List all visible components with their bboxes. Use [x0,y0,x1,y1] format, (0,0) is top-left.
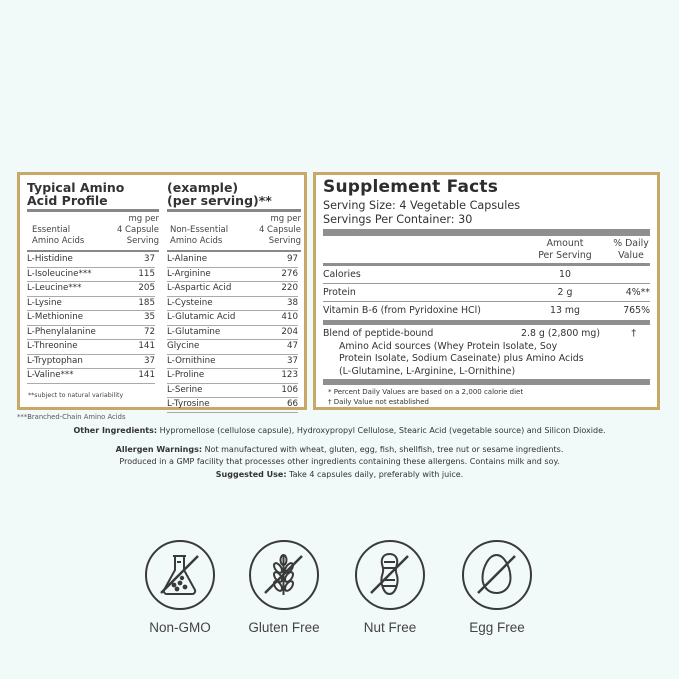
nonessential-amino-list [167,253,298,413]
amino-acid-mg: 38 [286,297,298,308]
blend-detail-line: (L-Glutamine, L-Arginine, L-Ornithine) [339,365,516,377]
header-text: Non-Essential [170,225,229,235]
amino-acid-row [167,253,298,268]
amino-acid-name: L-Phenylalanine [27,326,96,337]
amino-acid-row [27,297,155,312]
blend-detail-line: Amino Acid sources (Whey Protein Isolate, Soy [339,340,558,352]
essential-amino-list [27,253,155,384]
amino-acid-mg: 410 [281,312,298,322]
badge-egg-free [457,540,537,635]
other-ingredients [0,425,679,437]
amino-title-line2: Acid Profile [27,193,108,208]
divider [323,379,650,385]
amino-acid-row [167,282,298,297]
essential-column-header [27,214,159,250]
amino-acid-mg: 106 [281,384,298,395]
amino-acid-row [167,340,298,355]
amino-acid-mg: 97 [286,254,298,264]
amino-acid-row [167,398,298,413]
egg-icon [462,540,532,610]
amino-acid-name: L-Glutamine [167,326,221,337]
bcaa-footnote: ***Branched-Chain Amino Acids [17,413,126,421]
header-text: % Daily [613,238,649,249]
amino-acid-row [167,297,298,312]
other-ingredients-label: Other Ingredients: [73,426,158,435]
divider [323,320,650,325]
amino-acid-mg: 37 [143,254,155,264]
daily-value-header [606,238,656,262]
amino-acid-name: L-Isoleucine*** [27,268,92,279]
amino-acid-mg: 115 [138,268,155,279]
amino-acid-row [167,326,298,341]
amino-acid-name: L-Tyrosine [167,399,210,409]
amino-acid-mg: 123 [281,370,298,380]
divider [323,229,650,236]
serving-size: Serving Size: 4 Vegetable Capsules [323,199,521,212]
amino-acid-row [167,268,298,283]
flask-icon [145,540,215,610]
not-established-footnote: † Daily Value not established [328,398,429,406]
blend-amount: 2.8 g (2,800 mg) [521,328,601,339]
supplement-facts-panel [313,172,660,410]
daily-value-footnote: * Percent Daily Values are based on a 2,000 calorie diet [328,388,524,396]
other-ingredients-text: Hypromellose (cellulose capsule), Hydroxypropyl Cellulose, Stearic Acid (vegetable source) and Silicon Dioxide. [157,426,606,435]
header-text: Serving [268,236,301,246]
amino-subtitle-line1: (example) [167,180,239,195]
suggested-use-text: Take 4 capsules daily, preferably with juice. [286,470,464,479]
badge-label: Non-GMO [149,620,211,635]
header-text: Serving [126,236,159,246]
header-text: Amino Acids [170,236,223,246]
blend-detail-line: Protein Isolate, Sodium Caseinate) plus Amino Acids [339,353,584,364]
header-text: 4 Capsule [258,225,301,235]
amino-title-line1: Typical Amino [27,180,125,195]
nonessential-column-header [167,214,301,250]
amino-subtitle-line2: (per serving)** [167,193,272,208]
amino-acid-name: L-Proline [167,370,205,380]
nutrient-amount: 10 [559,269,571,280]
nutrient-amount: 13 mg [550,305,580,316]
allergen-facility-text: Produced in a GMP facility that processes other ingredients containing these allergens. Contains milk and soy. [119,457,560,466]
amino-acid-mg: 205 [138,283,155,293]
amino-acid-row [167,369,298,384]
nutrient-name: Calories [323,269,361,280]
nutrient-row [323,266,650,283]
header-text: Value [618,250,644,261]
amino-acid-row [27,268,155,283]
proprietary-blend [323,328,650,378]
amino-acid-row [27,326,155,341]
amino-acid-mg: 72 [143,326,155,337]
amino-acid-row [167,355,298,370]
amino-acid-mg: 141 [138,370,155,380]
amino-acid-row [27,311,155,326]
amino-acid-name: L-Cysteine [167,297,213,308]
amino-acid-row [27,369,155,384]
amount-header [530,238,600,262]
amino-acid-mg: 37 [143,355,155,366]
suggested-use [0,469,679,481]
nutrient-name: Vitamin B-6 (from Pyridoxine HCl) [323,305,481,316]
nutrient-row [323,284,650,301]
amino-acid-name: L-Ornithine [167,355,216,366]
amino-acid-mg: 185 [138,297,155,308]
variability-footnote: **subject to natural variability [28,392,124,399]
header-text: mg per [270,214,301,224]
amino-acid-name: L-Aspartic Acid [167,283,232,293]
amino-acid-name: L-Leucine*** [27,283,82,293]
badge-nut-free [350,540,430,635]
nonessential-header-label [170,225,228,247]
amino-acid-name: L-Threonine [27,341,78,351]
nutrient-row [323,302,650,319]
amino-acid-name: L-Valine*** [27,370,74,380]
nutrient-amount: 2 g [557,287,573,298]
nutrient-name: Protein [323,287,356,298]
amino-acid-mg: 141 [138,341,155,351]
badge-gluten-free [244,540,324,635]
mg-header [259,214,301,247]
badge-label: Egg Free [469,620,525,635]
badge-label: Gluten Free [248,620,320,635]
amino-acid-row [167,311,298,326]
allergen-label: Allergen Warnings: [115,445,203,454]
divider [27,209,159,212]
amino-acid-row [27,340,155,355]
blend-dv: † [631,328,636,339]
divider [167,209,301,212]
header-text: Amount [546,238,584,249]
allergen-warnings [0,444,679,468]
wheat-icon [249,540,319,610]
servings-per-container: Servings Per Container: 30 [323,213,473,226]
amino-acid-mg: 276 [281,268,298,279]
badge-non-gmo [140,540,220,635]
amino-acid-name: L-Methionine [27,312,84,322]
suggested-use-label: Suggested Use: [215,470,287,479]
amino-acid-row [167,384,298,399]
amino-acid-name: L-Lysine [27,297,62,308]
amino-acid-mg: 35 [143,312,155,322]
amino-acid-row [27,355,155,370]
amino-acid-name: L-Tryptophan [27,355,83,366]
header-text: Essential [32,225,71,235]
amino-acid-profile-panel [17,172,307,410]
divider [27,250,159,252]
amino-acid-mg: 220 [281,283,298,293]
blend-name: Blend of peptide-bound [323,328,434,339]
supplement-facts-title: Supplement Facts [323,177,499,197]
header-text: mg per [128,214,159,224]
mg-header [117,214,159,247]
amino-acid-name: L-Alanine [167,254,208,264]
amino-acid-name: L-Glutamic Acid [167,312,236,322]
badge-label: Nut Free [363,620,417,635]
amino-acid-mg: 37 [286,355,298,366]
amino-profile-subtitle [167,181,272,207]
header-text: Amino Acids [32,236,85,246]
amino-acid-name: Glycine [167,341,200,351]
amino-acid-name: L-Arginine [167,268,211,279]
amino-acid-mg: 66 [286,399,298,409]
amino-acid-mg: 47 [286,341,298,351]
amino-profile-title [27,181,124,207]
nutrient-dv: 765% [623,305,650,316]
amino-acid-name: L-Serine [167,384,203,395]
header-text: Per Serving [538,250,592,261]
essential-header-label [32,225,84,247]
allergen-text: Not manufactured with wheat, gluten, egg, fish, shellfish, tree nut or sesame ingredients. [202,445,564,454]
amino-acid-row [27,253,155,268]
nutrient-dv: 4%** [625,287,650,298]
header-text: 4 Capsule [116,225,159,235]
amino-acid-name: L-Histidine [27,254,73,264]
divider [167,250,301,252]
peanut-icon [355,540,425,610]
amino-acid-mg: 204 [281,326,298,337]
amino-acid-row [27,282,155,297]
